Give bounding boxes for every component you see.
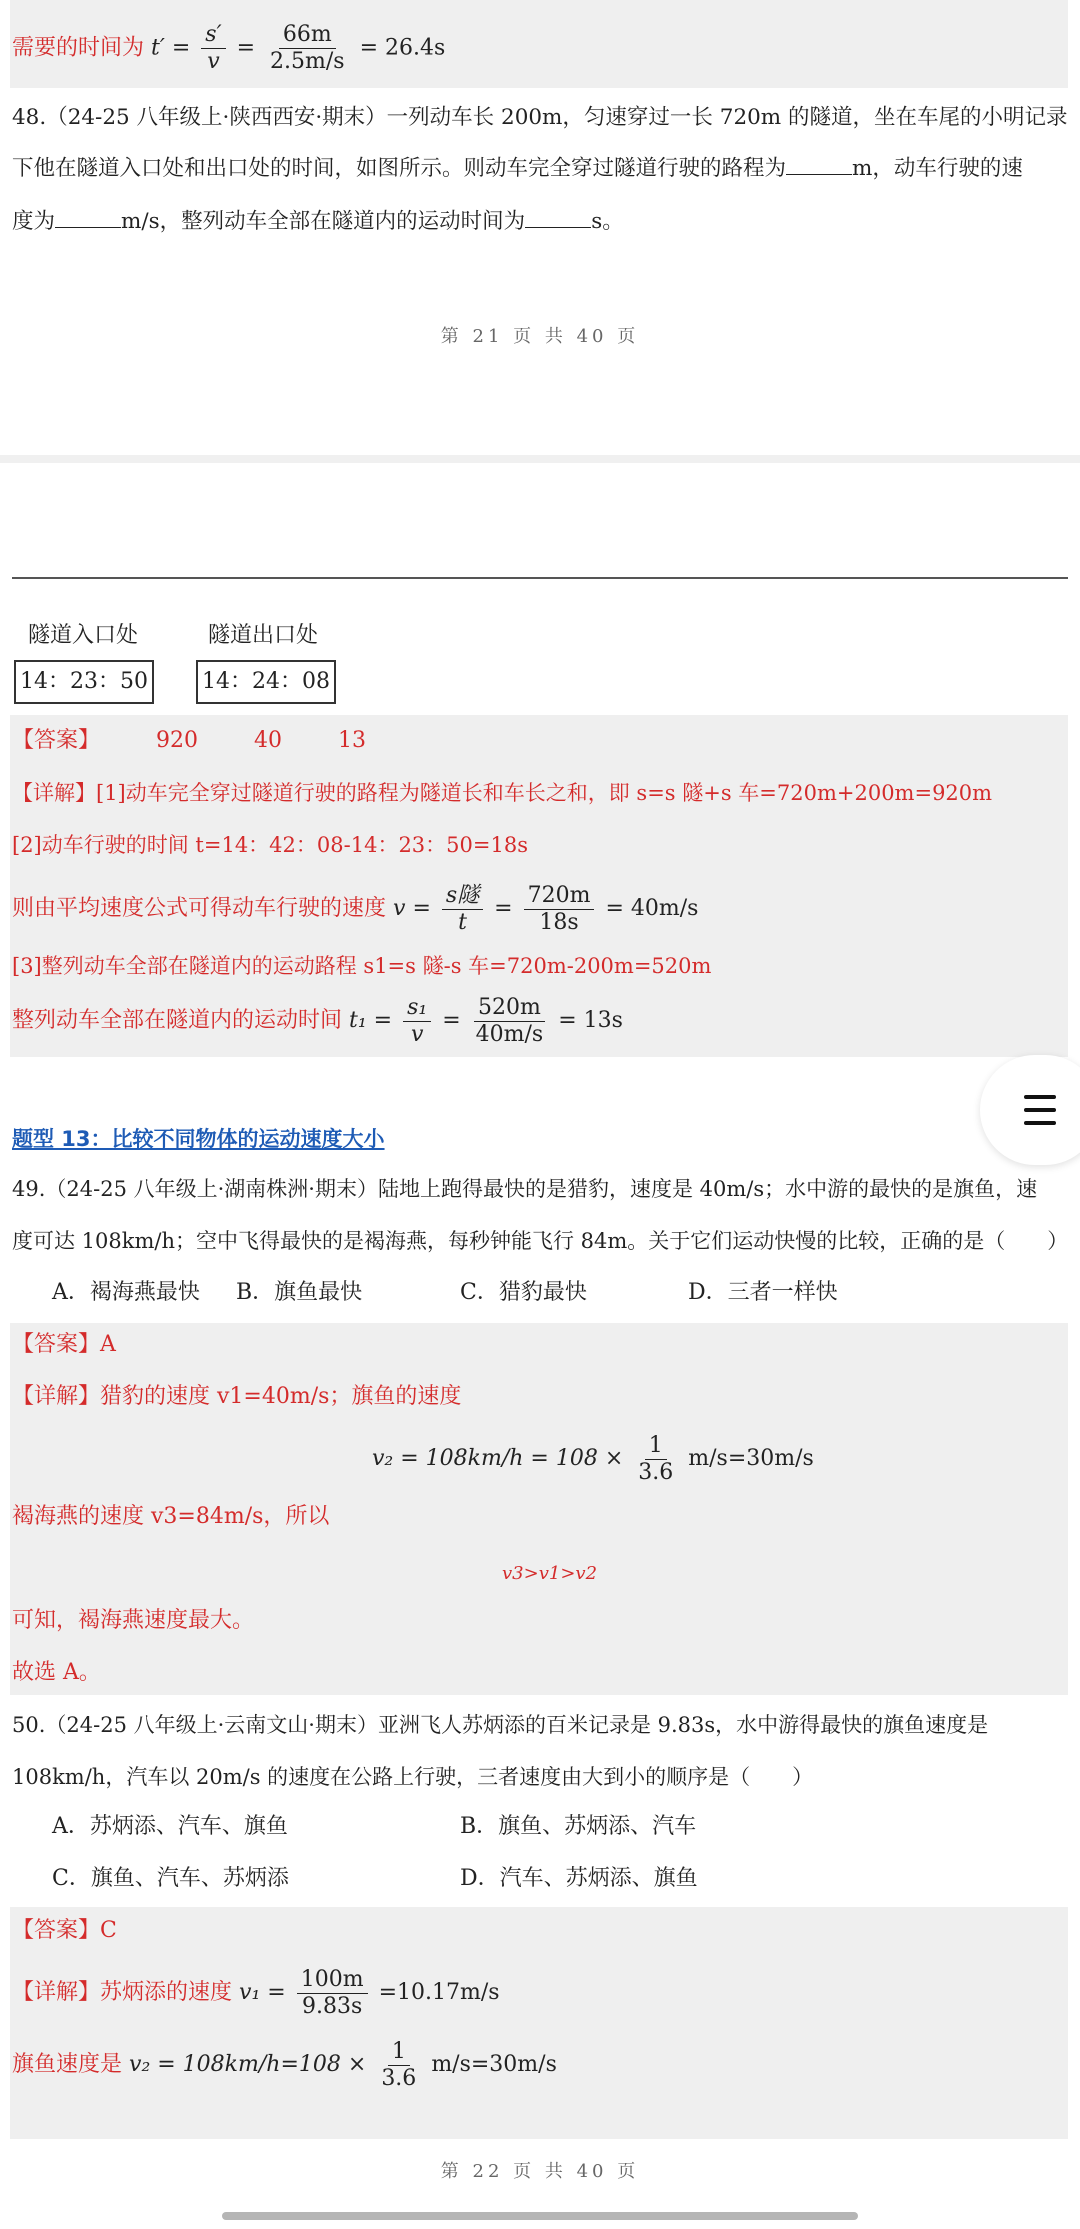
top-rule	[12, 577, 1068, 579]
q48-answer-2: 40	[254, 728, 283, 753]
q50-detail-1: 【详解】苏炳添的速度 v₁ = $\frac{100m}{9.83s}$ =10.17m/s	[12, 1966, 500, 2019]
q48-detail-4: [3]整列动车全部在隧道内的运动路程 s1=s 隧-s 车=720m-200m=520m	[12, 954, 712, 978]
q49-option-a: A．褐海燕最快	[52, 1280, 200, 1305]
q50-detail-2: 旗鱼速度是 v₂ = 108km/h=108 × $\frac{1}{3.6}$ m/s=30m/s	[12, 2038, 557, 2091]
page-footer-22: 第 22 页 共 40 页	[440, 2161, 640, 2182]
q48-detail-1: 【详解】[1]动车完全穿过隧道行驶的路程为隧道长和车长之和，即 s=s 隧+s 车=720m+200m=920m	[12, 781, 993, 805]
q49-detail-3: 可知，褐海燕速度最大。	[12, 1608, 255, 1633]
page-footer-21: 第 21 页 共 40 页	[440, 326, 640, 347]
previous-answer-line: 需要的时间为 t′ = $\frac{s'}{v}$ = $\frac{66m}{2.5m/s}$ = 26.4s	[12, 22, 446, 74]
q49-line-2: 度可达 108km/h；空中飞得最快的是褐海燕，每秒钟能飞行 84m。关于它们运动快慢的比较，正确的是（ ）	[12, 1229, 1069, 1253]
q49-compare: v3>v1>v2	[502, 1563, 598, 1584]
q48-blank-1	[786, 152, 852, 175]
q49-line-1: 49.（24-25 八年级上·湖南株洲·期末）陆地上跑得最快的是猎豹，速度是 40m/s；水中游的最快的是旗鱼，速	[12, 1177, 1038, 1201]
previous-answer-prefix: 需要的时间为	[12, 35, 145, 61]
tunnel-entry-label: 隧道入口处	[28, 623, 139, 648]
q49-option-c: C．猎豹最快	[460, 1280, 587, 1305]
q48-line-1: 48.（24-25 八年级上·陕西西安·期末）一列动车长 200m，匀速穿过一长 720m 的隧道，坐在车尾的小明记录	[12, 105, 1068, 130]
section-title: 题型 13：比较不同物体的运动速度大小	[12, 1127, 385, 1151]
menu-icon	[1024, 1095, 1056, 1099]
tunnel-exit-time: 14：24：08	[196, 660, 336, 704]
q50-option-b: B．旗鱼、苏炳添、汽车	[460, 1814, 697, 1839]
q49-answer: 【答案】A	[12, 1332, 116, 1357]
menu-icon-bar	[1024, 1121, 1056, 1125]
fraction-66m-over-speed: $\frac{66m}{2.5m/s}$	[270, 22, 345, 74]
q50-line-2: 108km/h，汽车以 20m/s 的速度在公路上行驶，三者速度由大到小的顺序是（ ）	[12, 1765, 814, 1789]
q50-answer: 【答案】C	[12, 1918, 117, 1943]
q49-option-b: B．旗鱼最快	[236, 1280, 363, 1305]
q48-detail-5: 整列动车全部在隧道内的运动时间 t₁ = $\frac{\text{s₁}}{v}$ = $\frac{520m}{40m/s}$ = 13s	[12, 994, 623, 1047]
time-variable: t′	[151, 35, 165, 61]
q49-detail-2: 褐海燕的速度 v3=84m/s，所以	[12, 1504, 330, 1529]
menu-button[interactable]	[980, 1055, 1080, 1165]
q48-line-3: 度为 m/s，整列动车全部在隧道内的运动时间为 s。	[12, 205, 1068, 238]
q50-option-c: C．旗鱼、汽车、苏炳添	[52, 1866, 289, 1891]
q48-answer-line: 【答案】 920 40 13	[12, 728, 367, 753]
tunnel-exit-label: 隧道出口处	[208, 623, 319, 648]
q48-blank-2	[55, 205, 121, 228]
q48-answer-1: 920	[156, 728, 199, 753]
q48-line-2: 下他在隧道入口处和出口处的时间，如图所示。则动车完全穿过隧道行驶的路程为 m，动车行驶的速	[12, 152, 1068, 185]
tunnel-entry-time: 14：23：50	[14, 660, 154, 704]
q49-detail-1: 【详解】猎豹的速度 v1=40m/s；旗鱼的速度	[12, 1384, 462, 1409]
q48-detail-3: 则由平均速度公式可得动车行驶的速度 v = $\frac{\text{s隧}}{t}$ = $\frac{720m}{18s}$ = 40m/s	[12, 882, 699, 935]
q48-blank-3	[525, 205, 591, 228]
q50-line-1: 50.（24-25 八年级上·云南文山·期末）亚洲飞人苏炳添的百米记录是 9.83s，水中游得最快的旗鱼速度是	[12, 1713, 989, 1737]
page-22	[0, 463, 1080, 2229]
q49-option-d: D．三者一样快	[688, 1280, 838, 1305]
q50-option-d: D．汽车、苏炳添、旗鱼	[460, 1866, 698, 1891]
home-indicator[interactable]	[222, 2212, 858, 2220]
q49-detail-4: 故选 A。	[12, 1660, 101, 1685]
page-21	[0, 0, 1080, 455]
q48-detail-2: [2]动车行驶的时间 t=14：42：08-14：23：50=18s	[12, 833, 528, 857]
q50-option-a: A．苏炳添、汽车、旗鱼	[52, 1814, 288, 1839]
page-gap	[0, 455, 1080, 463]
previous-answer-result: = 26.4s	[359, 35, 446, 61]
menu-icon-bar	[1024, 1108, 1056, 1112]
q48-answer-3: 13	[338, 728, 367, 753]
fraction-s-over-v: $\frac{s'}{v}$	[201, 22, 225, 75]
q49-formula: v₂ = 108km/h = 108 × $\frac{1}{3.6}$ m/s=30m/s	[372, 1432, 814, 1485]
